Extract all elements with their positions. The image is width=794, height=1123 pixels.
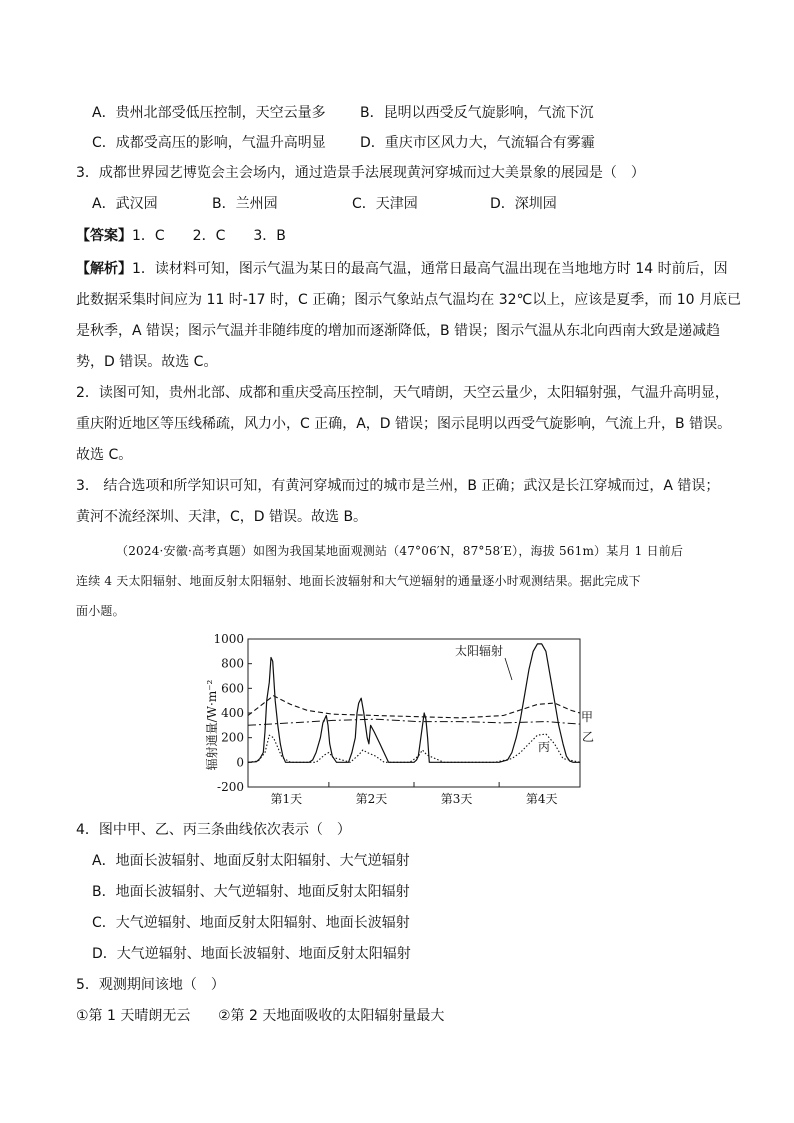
question-4-stem: 4．图中甲、乙、丙三条曲线依次表示（ ）: [76, 822, 351, 838]
q3-option-b: B．兰州园: [212, 196, 278, 212]
solar-leader: [505, 658, 512, 680]
y-tick-label: 0: [236, 755, 244, 770]
x-tick-label: 第3天: [440, 792, 473, 806]
option-a: A．贵州北部受低压控制，天空云量多: [92, 105, 326, 121]
analysis-line-2: 此数据采集时间应为 11 时-17 时，C 正确；图示气象站点气温均在 32℃以上，应该是夏季，而 10 月底已: [76, 292, 741, 308]
answer-text: 1．C 2．C 3．B: [132, 228, 286, 244]
material-line-2: 连续 4 天太阳辐射、地面反射太阳辐射、地面长波辐射和大气逆辐射的通量逐小时观测结果。据此完成下: [76, 574, 641, 588]
series-jia: [248, 696, 580, 718]
analysis-tag: 【解析】: [76, 261, 132, 277]
series-yi: [248, 719, 580, 725]
material-line-1: （2024·安徽·高考真题）如图为我国某地面观测站（47°06′N，87°58′E），海拔 561m）某月 1 日前后: [116, 544, 684, 558]
analysis-line-9: 黄河不流经深圳、天津，C，D 错误。故选 B。: [76, 509, 368, 525]
question-3-stem: 3．成都世界园艺博览会主会场内，通过造景手法展现黄河穿城而过大美景象的展园是（ ）: [76, 165, 645, 181]
y-axis-label: 辐射通量/W·m⁻²: [205, 679, 219, 771]
jia-label: 甲: [581, 710, 594, 724]
y-tick-label: 200: [221, 730, 244, 745]
analysis-line-6: 重庆附近地区等压线稀疏，风力小，C 正确，A，D 错误；图示昆明以西受气旋影响，气流上升，B 错误。: [76, 416, 732, 432]
q3-option-d: D．深圳园: [490, 196, 557, 212]
option-d: D．重庆市区风力大，气流辐合有雾霾: [360, 135, 595, 151]
analysis-line-8: 3． 结合选项和所学知识可知，有黄河穿城而过的城市是兰州，B 正确；武汉是长江穿城而过，A 错误；: [76, 478, 720, 494]
yi-label: 乙: [582, 730, 595, 744]
q3-option-a: A．武汉园: [92, 196, 158, 212]
question-5-stem: 5．观测期间该地（ ）: [76, 977, 225, 993]
q5-option-2: ②第 2 天地面吸收的太阳辐射量最大: [218, 1008, 445, 1024]
y-tick-label: -200: [217, 780, 244, 794]
option-c: C．成都受高压的影响，气温升高明显: [92, 135, 326, 151]
analysis-line-3: 是秋季，A 错误；图示气温并非随纬度的增加而逐渐降低，B 错误；图示气温从东北向西南大致是递减趋: [76, 323, 721, 339]
solar-label: 太阳辐射: [455, 644, 504, 658]
q4-option-c: C．大气逆辐射、地面反射太阳辐射、地面长波辐射: [92, 915, 410, 931]
bing-label: 丙: [538, 740, 551, 754]
q5-option-1: ①第 1 天晴朗无云: [76, 1008, 191, 1024]
material-line-3: 面小题。: [76, 604, 125, 618]
x-tick-label: 第4天: [525, 792, 558, 806]
q3-option-c: C．天津园: [352, 196, 418, 212]
plot-frame: [248, 639, 580, 787]
x-tick-label: 第1天: [270, 792, 303, 806]
analysis-line-1: [76, 259, 728, 279]
analysis-text-1: 1．读材料可知，图示气温为某日的最高气温，通常日最高气温出现在当地地方时 14 时前后，因: [132, 261, 728, 277]
analysis-line-5: 2．读图可知，贵州北部、成都和重庆受高压控制，天气晴朗，天空云量少，太阳辐射强，气温升高明显，: [76, 385, 729, 401]
y-tick-label: 400: [221, 706, 244, 720]
q4-option-d: D．大气逆辐射、地面长波辐射、地面反射太阳辐射: [92, 946, 411, 962]
analysis-line-7: 故选 C。: [76, 447, 133, 463]
q4-option-b: B．地面长波辐射、大气逆辐射、地面反射太阳辐射: [92, 884, 410, 900]
y-tick-label: 800: [221, 656, 244, 671]
series-bing: [248, 734, 580, 762]
answer-line: [76, 226, 286, 246]
analysis-line-4: 势，D 错误。故选 C。: [76, 354, 218, 370]
q4-option-a: A．地面长波辐射、地面反射太阳辐射、大气逆辐射: [92, 853, 410, 869]
series-solar-radiation: [248, 644, 580, 762]
radiation-chart: [0, 625, 794, 825]
option-b: B．昆明以西受反气旋影响，气流下沉: [360, 105, 594, 121]
x-tick-label: 第2天: [355, 792, 388, 806]
answer-tag: 【答案】: [76, 228, 132, 244]
y-tick-label: 600: [221, 681, 244, 696]
y-tick-label: 1000: [213, 632, 244, 646]
